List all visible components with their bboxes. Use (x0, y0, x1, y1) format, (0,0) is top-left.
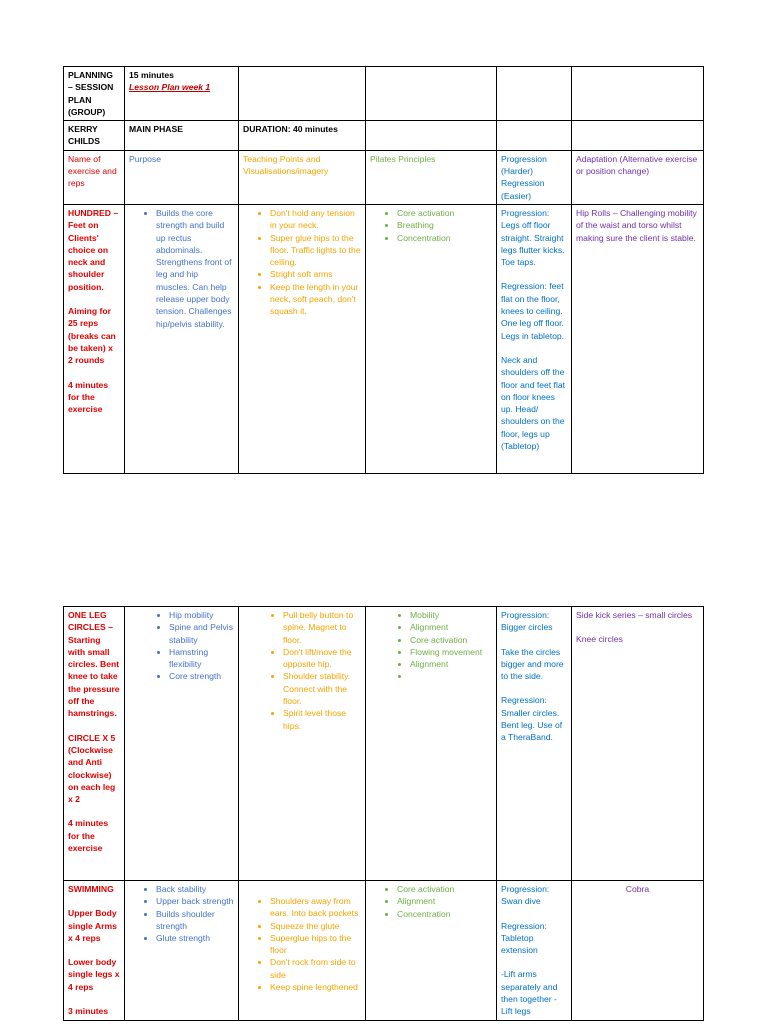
column-header-purpose: Purpose (125, 150, 239, 204)
list-item: • Hip mobility (169, 609, 234, 621)
progression-text: Progression: Legs off floor straight. Straight legs flutter kicks. Toe taps. Regression: feet flat on the floor, knees to ceiling. One leg off floor. Legs in tabletop. Neck and shoulders off the floor and feet flat on floor knees up. Head/ shoulders on the floor, legs up (Tabletop) (497, 204, 572, 473)
empty-cell (572, 67, 704, 121)
list-item: • Glute strength (156, 932, 234, 944)
list-item: • Concentration (397, 908, 492, 920)
list-item: • Don't lift/move the opposite hip. (283, 646, 361, 671)
empty-cell (366, 121, 497, 151)
progression-text: Progression: Swan dive Regression: Tabletop extension -Lift arms separately and then together -Lift legs (497, 881, 572, 1021)
list-item: • Back stability (156, 883, 234, 895)
column-header-adaptation: Adaptation (Alternative exercise or position change) (572, 150, 704, 204)
list-item: • Spine and Pelvis stability (169, 621, 234, 646)
adaptation-text: Cobra (572, 881, 704, 1021)
list-item: • Stright soft arms (270, 268, 361, 280)
list-item: • Breathing (397, 219, 492, 231)
list-item: • Don't rock from side to side (270, 956, 361, 981)
empty-cell (572, 121, 704, 151)
list-item: • Hamstring flexibility (169, 646, 234, 671)
progression-text: Progression: Bigger circles Take the circles bigger and more to the side. Regression: Smaller circles. Bent leg. Use of a TheraBand. (497, 607, 572, 881)
empty-cell (497, 121, 572, 151)
list-item: • Concentration (397, 232, 492, 244)
list-item: • Spirit level those hips. (283, 707, 361, 732)
principles-list (366, 881, 497, 1021)
purpose-list (125, 881, 239, 1021)
list-item: • Pull belly button to spine. Magnet to floor. (283, 609, 361, 646)
list-item: • Alignment (410, 621, 492, 633)
column-header-principles: Pilates Principles (366, 150, 497, 204)
teaching-list (239, 204, 366, 473)
phase-label: MAIN PHASE (125, 121, 239, 151)
exercise-swimming: SWIMMING Upper Body single Arms x 4 reps Lower body single legs x 4 reps 3 minutes (64, 881, 125, 1021)
session-plan-table-1 (63, 66, 704, 474)
list-item: • Mobility (410, 609, 492, 621)
list-item: • Flowing movement (410, 646, 492, 658)
plan-duration-cell (125, 67, 239, 121)
teaching-list (239, 881, 366, 1021)
teaching-list (239, 607, 366, 881)
purpose-list (125, 204, 239, 473)
list-item: • Keep the length in your neck, soft peach, don't squash it. (270, 281, 361, 318)
list-item: • Shoulder stability. Connect with the floor. (283, 670, 361, 707)
table-row (64, 607, 704, 881)
list-item: • Squeeze the glute (270, 920, 361, 932)
session-plan-table-2 (63, 606, 704, 1021)
principles-list (366, 607, 497, 881)
lesson-plan-link[interactable]: Lesson Plan week 1 (129, 82, 211, 93)
list-item: • Keep spine lengthened (270, 981, 361, 993)
empty-cell (366, 67, 497, 121)
purpose-list (125, 607, 239, 881)
list-item: • Upper back strength (156, 895, 234, 907)
list-item: • Don't hold any tension in your neck. (270, 207, 361, 232)
empty-cell (497, 67, 572, 121)
list-item: • Superglue hips to the floor (270, 932, 361, 957)
list-item: • Core strength (169, 670, 234, 682)
list-item: • Core activation (410, 634, 492, 646)
list-item: • Alignment (410, 658, 492, 670)
column-header-progression: Progression (Harder) Regression (Easier) (497, 150, 572, 204)
exercise-hundred: HUNDRED – Feet on Clients' choice on neck and shoulder position. Aiming for 25 reps (breaks can be taken) x 2 rounds 4 minutes for the exercise (64, 204, 125, 473)
column-header-teaching: Teaching Points and Visualisations/imagery (239, 150, 366, 204)
column-header-exercise: Name of exercise and reps (64, 150, 125, 204)
list-item: • Core activation (397, 883, 492, 895)
adaptation-text: Hip Rolls – Challenging mobility of the waist and torso whilst making sure the client is stable. (572, 204, 704, 473)
plan-title: PLANNING – SESSION PLAN (GROUP) (64, 67, 125, 121)
empty-cell (239, 67, 366, 121)
principles-list (366, 204, 497, 473)
list-item: • Builds the core strength and build up rectus abdominals. Strengthens front of leg and hip muscles. Can help release upper body tension. Challenges hip/pelvis stability. (156, 207, 234, 330)
list-item: • Super glue hips to the floor. Traffic lights to the ceiling. (270, 232, 361, 269)
list-item: • Shoulders away from ears. Into back pockets (270, 895, 361, 920)
table-row (64, 881, 704, 1021)
plan-duration: 15 minutes (129, 70, 174, 80)
list-item: • Core activation (397, 207, 492, 219)
list-item (410, 670, 492, 682)
adaptation-text: Side kick series – small circles Knee circles (572, 607, 704, 881)
exercise-one-leg-circles: ONE LEG CIRCLES – Starting with small circles. Bent knee to take the pressure off the hamstrings. CIRCLE X 5 (Clockwise and Anti clockwise) on each leg x 2 4 minutes for the exercise (64, 607, 125, 881)
list-item: • Builds shoulder strength (156, 908, 234, 933)
table-row (64, 204, 704, 473)
list-item: • Alignment (397, 895, 492, 907)
instructor-name: KERRY CHILDS (64, 121, 125, 151)
phase-duration: DURATION: 40 minutes (239, 121, 366, 151)
